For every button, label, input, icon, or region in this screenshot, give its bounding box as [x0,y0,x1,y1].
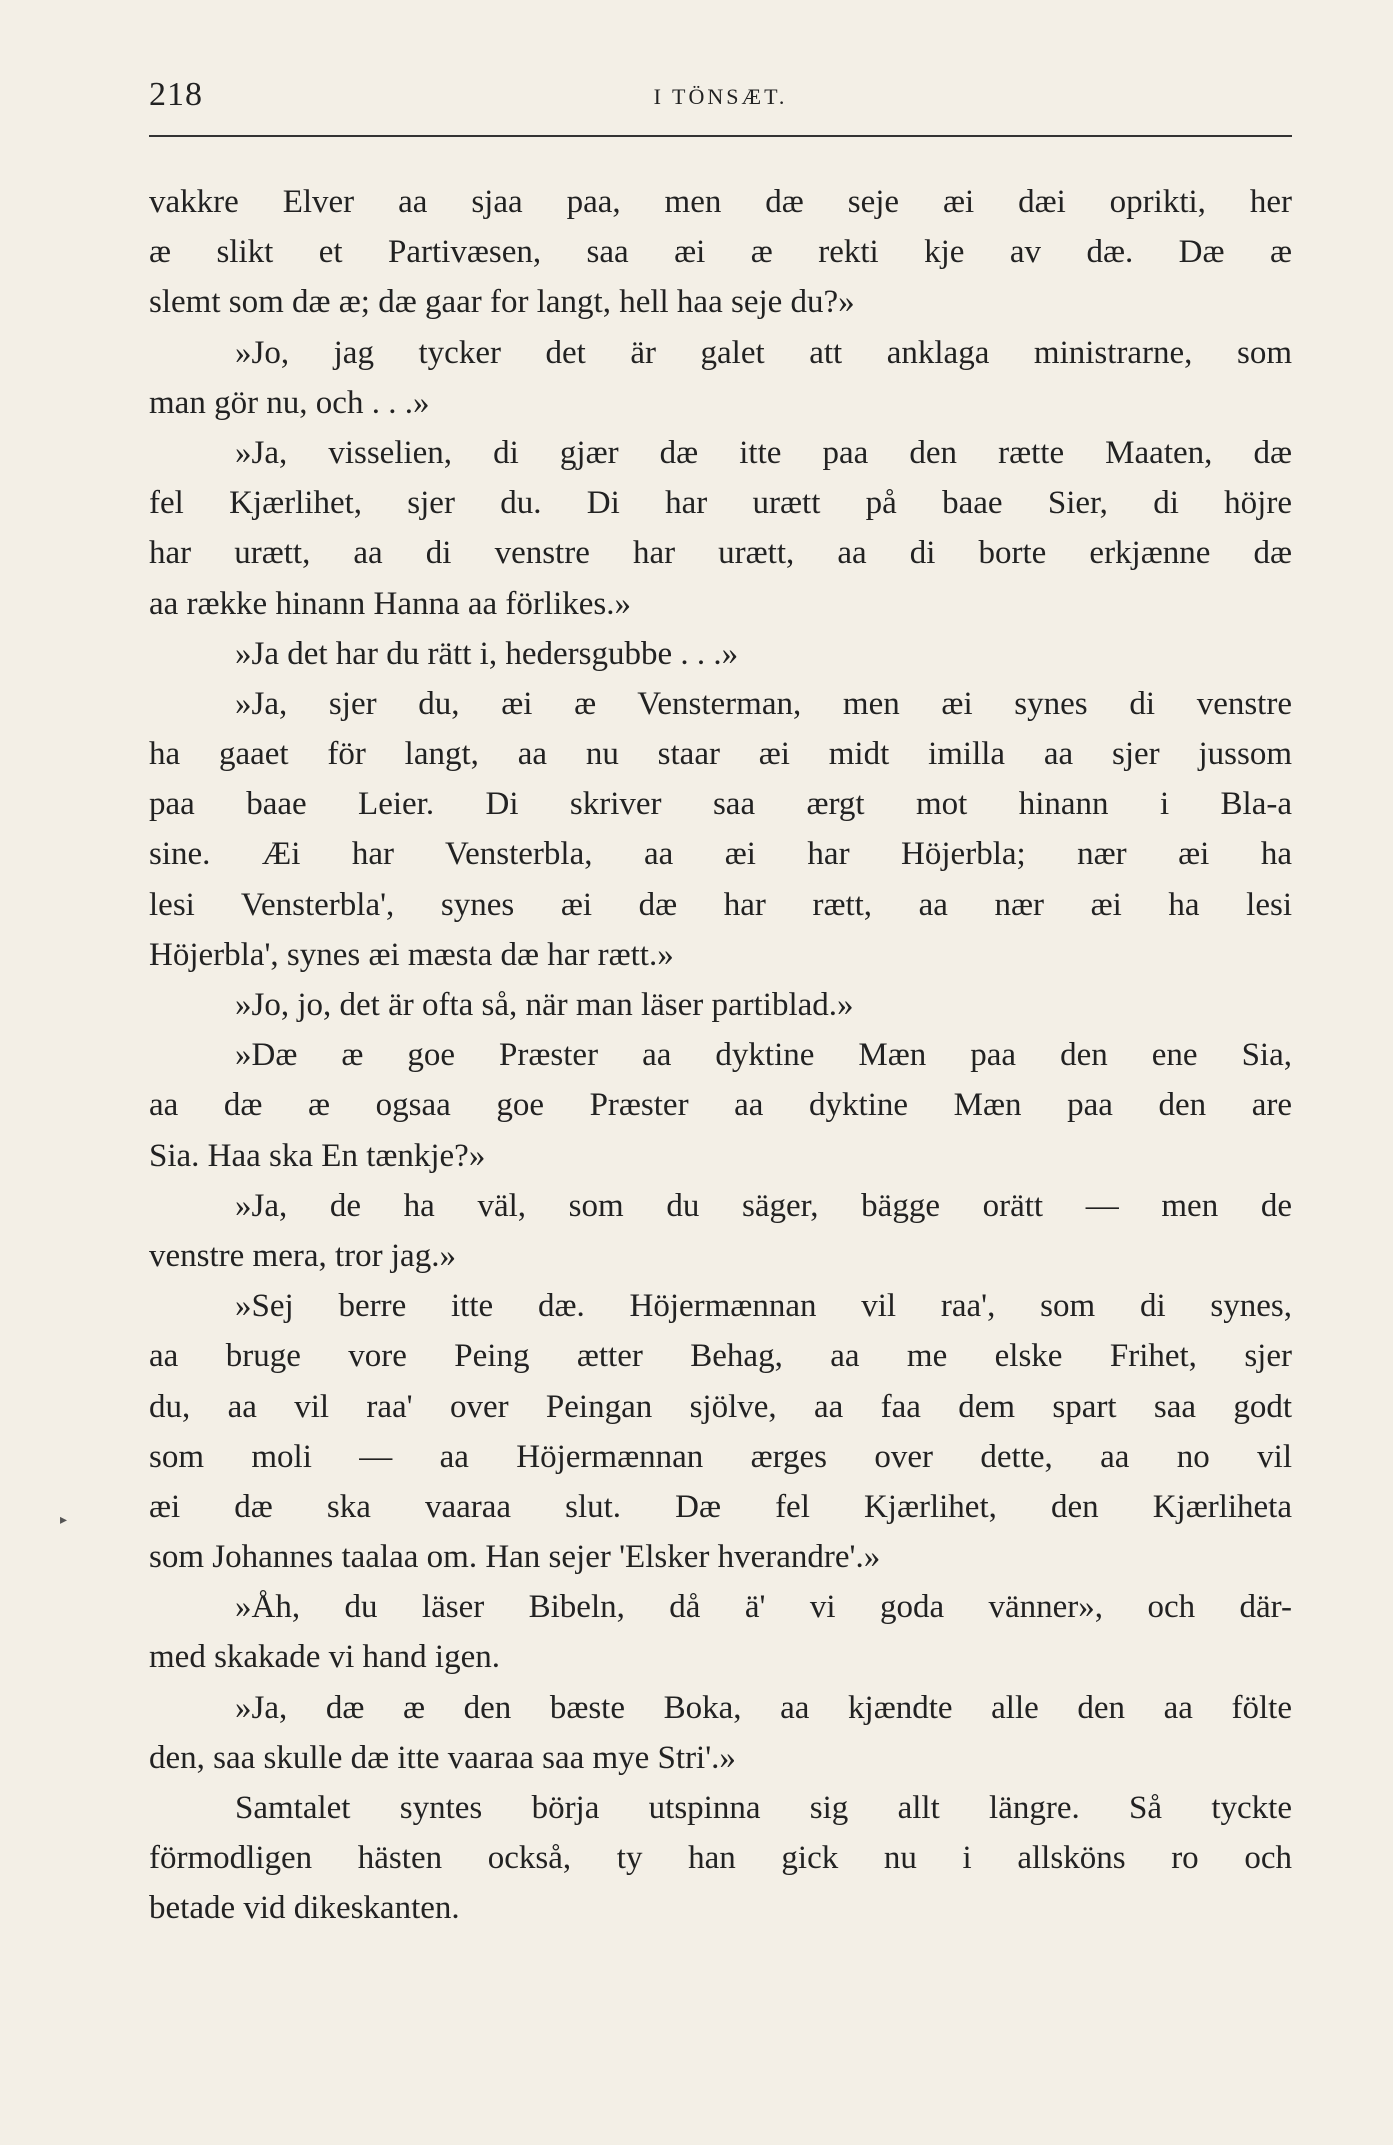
text-line: æ slikt et Partivæsen, saa æi æ rekti kje av dæ. Dæ æ [149,234,1292,271]
text-line: lesi Vensterbla', synes æi dæ har rætt, aa nær æi ha lesi [149,886,1292,923]
text-line: »Dæ æ goe Præster aa dyktine Mæn paa den ene Sia, [235,1037,1292,1074]
text-line: »Ja, sjer du, æi æ Vensterman, men æi synes di venstre [235,685,1292,722]
text-line: »Ja, de ha väl, som du säger, bägge orätt — men de [235,1187,1292,1224]
text-line: med skakade vi hand igen. [149,1639,500,1676]
text-line: ha gaaet för langt, aa nu staar æi midt imilla aa sjer jussom [149,736,1292,773]
text-line: venstre mera, tror jag.» [149,1237,456,1274]
page-header [149,76,1292,116]
text-line: Samtalet syntes börja utspinna sig allt längre. Så tyckte [235,1790,1292,1826]
text-line: aa bruge vore Peing ætter Behag, aa me elske Frihet, sjer [149,1338,1292,1375]
running-title: I TÖNSÆT. [653,84,788,109]
margin-mark: ▸ [60,1513,68,1528]
text-line: som Johannes taalaa om. Han sejer 'Elsker hverandre'.» [149,1539,881,1576]
text-line: aa række hinann Hanna aa förlikes.» [149,585,631,622]
text-line: har urætt, aa di venstre har urætt, aa di borte erkjænne dæ [149,535,1292,572]
text-line: aa dæ æ ogsaa goe Præster aa dyktine Mæn paa den are [149,1087,1292,1124]
text-line: »Ja det har du rätt i, hedersgubbe . . .» [235,635,739,672]
text-line: æi dæ ska vaaraa slut. Dæ fel Kjærlihet, den Kjærliheta [149,1488,1292,1525]
text-line: paa baae Leier. Di skriver saa ærgt mot hinann i Bla-a [149,786,1292,823]
text-line: den, saa skulle dæ itte vaaraa saa mye Stri'.» [149,1739,736,1776]
page-number: 218 [149,76,203,113]
text-line: man gör nu, och . . .» [149,384,430,421]
text-line: slemt som dæ æ; dæ gaar for langt, hell haa seje du?» [149,284,855,321]
text-line: betade vid dikeskanten. [149,1890,460,1927]
text-line: »Ja, dæ æ den bæste Boka, aa kjændte alle den aa fölte [235,1689,1292,1726]
text-line: Sia. Haa ska En tænkje?» [149,1137,486,1174]
text-line: »Ja, visselien, di gjær dæ itte paa den rætte Maaten, dæ [235,434,1292,471]
body-text [149,177,1292,1934]
text-line: »Åh, du läser Bibeln, då ä' vi goda vänner», och där- [235,1589,1292,1626]
text-line: »Jo, jag tycker det är galet att anklaga ministrarne, som [235,334,1292,371]
text-line: Höjerbla', synes æi mæsta dæ har rætt.» [149,936,674,973]
text-line: förmodligen hästen också, ty han gick nu i allsköns ro och [149,1840,1292,1877]
text-line: »Sej berre itte dæ. Höjermænnan vil raa', som di synes, [235,1288,1292,1325]
text-line: »Jo, jo, det är ofta så, när man läser partiblad.» [235,987,854,1023]
text-line: vakkre Elver aa sjaa paa, men dæ seje æi dæi oprikti, her [149,184,1292,220]
text-line: sine. Æi har Vensterbla, aa æi har Höjerbla; nær æi ha [149,836,1292,873]
text-line: du, aa vil raa' over Peingan sjölve, aa faa dem spart saa godt [149,1388,1292,1425]
header-rule [149,135,1292,137]
text-line: som moli — aa Höjermænnan ærges over dette, aa no vil [149,1438,1292,1475]
text-line: fel Kjærlihet, sjer du. Di har urætt på baae Sier, di höjre [149,485,1292,522]
